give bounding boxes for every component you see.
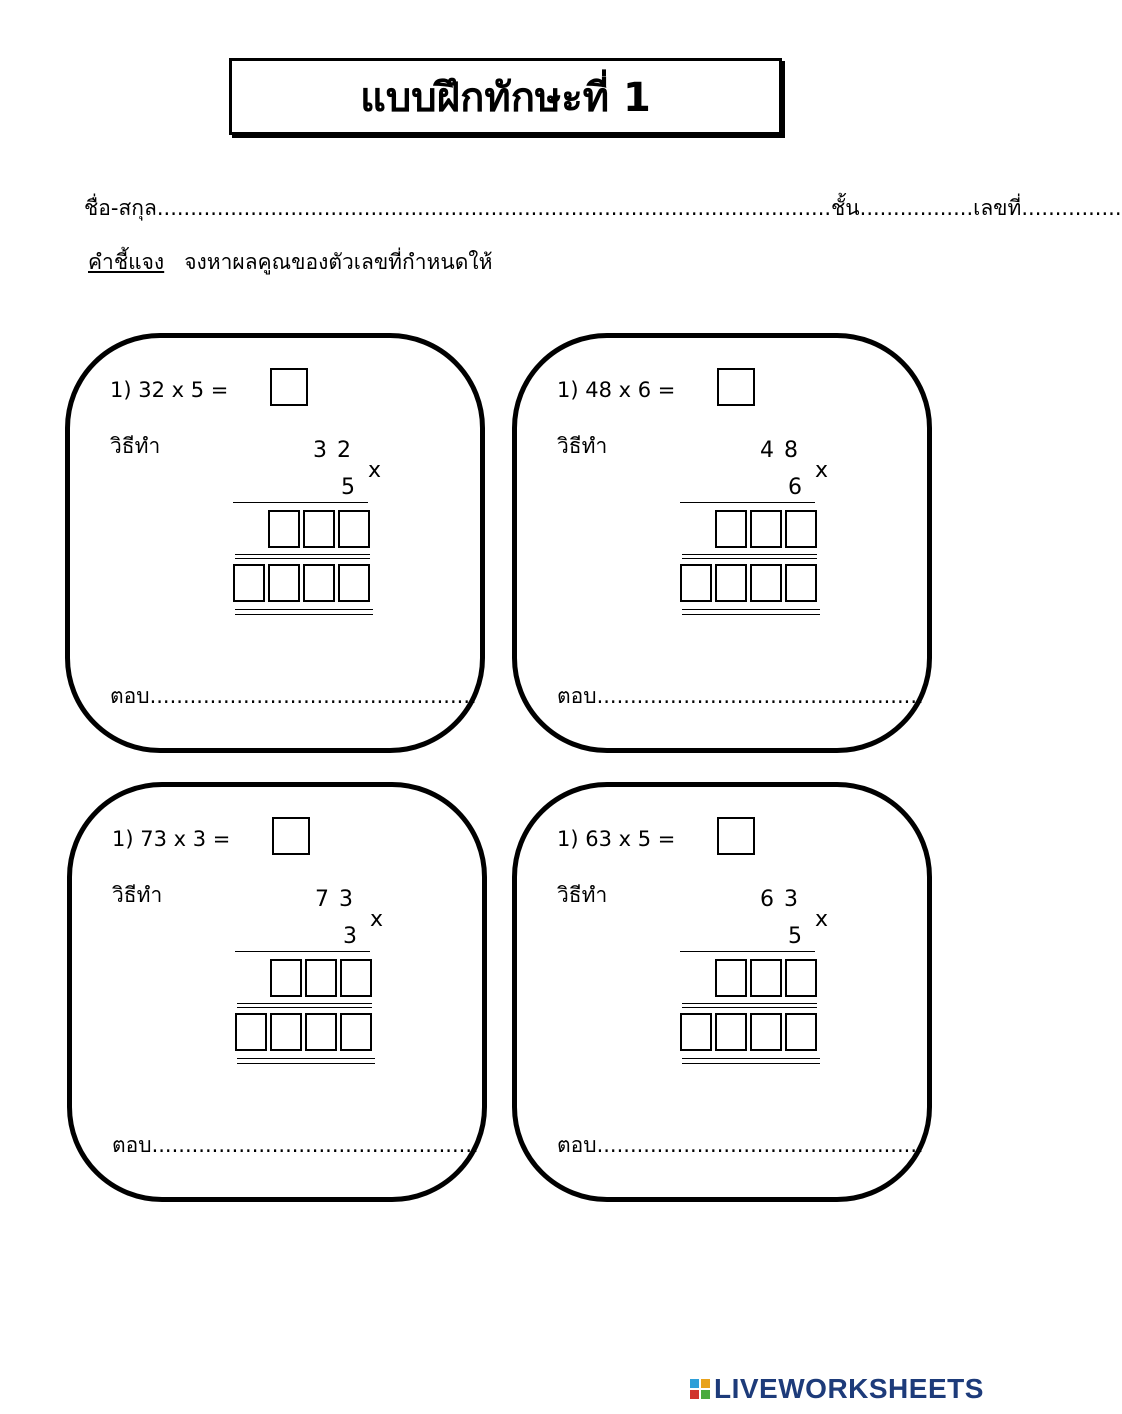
method-label: วิธีทำ	[112, 883, 163, 907]
divider-line	[680, 951, 815, 952]
answer-box[interactable]	[272, 817, 310, 855]
logo-icon	[690, 1379, 710, 1399]
digit-box[interactable]	[715, 564, 747, 602]
digit-box[interactable]	[268, 564, 300, 602]
divider-line	[235, 614, 373, 615]
problem-question: 1) 73 x 3 =	[112, 827, 231, 851]
digit-box[interactable]	[750, 959, 782, 997]
problem-card	[67, 782, 487, 1202]
divider-line	[680, 502, 815, 503]
logo-text: LIVEWORKSHEETS	[714, 1373, 984, 1404]
digit-box[interactable]	[680, 1013, 712, 1051]
divider-line	[235, 609, 373, 610]
multiplier: 3	[343, 924, 357, 949]
problem-question: 1) 48 x 6 =	[557, 378, 676, 402]
digit-box[interactable]	[235, 1013, 267, 1051]
digit-box[interactable]	[338, 510, 370, 548]
instruction-label: คำชี้แจง	[88, 250, 165, 274]
instruction-line	[88, 246, 492, 279]
divider-line	[235, 951, 370, 952]
digit-box[interactable]	[750, 510, 782, 548]
digit-box[interactable]	[680, 564, 712, 602]
digit-box[interactable]	[340, 959, 372, 997]
answer-line: ตอบ.................................................	[557, 1133, 924, 1157]
problem-question: 1) 63 x 5 =	[557, 827, 676, 851]
digit-box[interactable]	[305, 1013, 337, 1051]
answer-line: ตอบ.................................................	[110, 684, 477, 708]
divider-line	[237, 1007, 372, 1008]
divider-line	[682, 1007, 817, 1008]
divider-line	[237, 1063, 375, 1064]
digit-box[interactable]	[233, 564, 265, 602]
multiplier: 6	[788, 475, 802, 500]
digit-box[interactable]	[750, 1013, 782, 1051]
divider-line	[233, 502, 368, 503]
problem-card	[65, 333, 485, 753]
times-sign: x	[370, 907, 384, 932]
answer-box[interactable]	[717, 368, 755, 406]
digit-box[interactable]	[785, 510, 817, 548]
divider-line	[235, 558, 370, 559]
page-title: แบบฝึกทักษะที่ 1	[360, 74, 651, 121]
result-row	[680, 1013, 820, 1051]
digit-box[interactable]	[270, 1013, 302, 1051]
divider-line	[682, 1063, 820, 1064]
problem-card	[512, 782, 932, 1202]
partial-row	[715, 510, 820, 548]
digit-box[interactable]	[785, 959, 817, 997]
logo-square	[701, 1390, 710, 1399]
answer-box[interactable]	[270, 368, 308, 406]
digit-box[interactable]	[340, 1013, 372, 1051]
logo-square	[690, 1390, 699, 1399]
digit-box[interactable]	[715, 510, 747, 548]
answer-line: ตอบ.................................................	[112, 1133, 479, 1157]
problem-question: 1) 32 x 5 =	[110, 378, 229, 402]
multiplier: 5	[341, 475, 355, 500]
method-label: วิธีทำ	[557, 434, 608, 458]
divider-line	[682, 614, 820, 615]
times-sign: x	[815, 907, 829, 932]
digit-box[interactable]	[715, 959, 747, 997]
digit-box[interactable]	[338, 564, 370, 602]
multiplicand: 48	[760, 438, 808, 463]
digit-box[interactable]	[268, 510, 300, 548]
divider-line	[682, 558, 817, 559]
liveworksheets-logo[interactable]	[690, 1373, 984, 1405]
digit-box[interactable]	[785, 564, 817, 602]
result-row	[235, 1013, 375, 1051]
times-sign: x	[368, 458, 382, 483]
divider-line	[682, 609, 820, 610]
divider-line	[682, 554, 817, 555]
digit-box[interactable]	[303, 564, 335, 602]
divider-line	[237, 1058, 375, 1059]
result-row	[680, 564, 820, 602]
method-label: วิธีทำ	[110, 434, 161, 458]
divider-line	[682, 1058, 820, 1059]
partial-row	[268, 510, 373, 548]
digit-box[interactable]	[270, 959, 302, 997]
title-box	[229, 58, 782, 135]
multiplicand: 63	[760, 887, 808, 912]
multiplicand: 73	[315, 887, 363, 912]
answer-line: ตอบ.................................................	[557, 684, 924, 708]
digit-box[interactable]	[750, 564, 782, 602]
partial-row	[715, 959, 820, 997]
divider-line	[237, 1003, 372, 1004]
digit-box[interactable]	[785, 1013, 817, 1051]
divider-line	[682, 1003, 817, 1004]
logo-square	[690, 1379, 699, 1388]
times-sign: x	[815, 458, 829, 483]
answer-box[interactable]	[717, 817, 755, 855]
result-row	[233, 564, 373, 602]
digit-box[interactable]	[305, 959, 337, 997]
problem-card	[512, 333, 932, 753]
partial-row	[270, 959, 375, 997]
multiplicand: 32	[313, 438, 361, 463]
digit-box[interactable]	[715, 1013, 747, 1051]
multiplier: 5	[788, 924, 802, 949]
student-info-line: ชื่อ-สกุล.....................................................................................................ชั้น.................เลขที่...............	[84, 196, 1122, 220]
instruction-text: จงหาผลคูณของตัวเลขที่กำหนดให้	[184, 250, 493, 274]
method-label: วิธีทำ	[557, 883, 608, 907]
divider-line	[235, 554, 370, 555]
digit-box[interactable]	[303, 510, 335, 548]
logo-square	[701, 1379, 710, 1388]
